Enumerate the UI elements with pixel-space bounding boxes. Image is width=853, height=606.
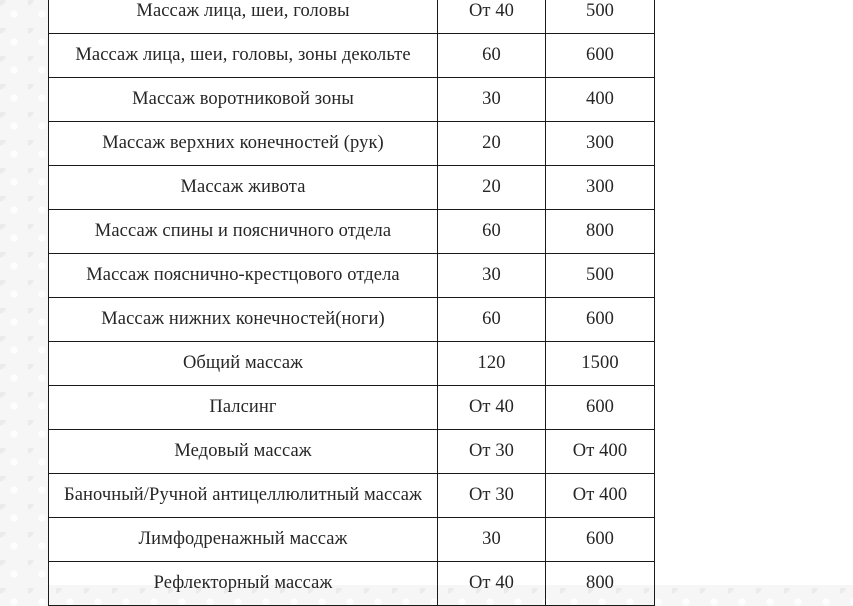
- service-name-cell: Медовый массаж: [49, 430, 438, 474]
- table-row: [49, 474, 655, 518]
- table-row: [49, 0, 655, 34]
- duration-cell: 60: [438, 298, 546, 342]
- duration-cell: 30: [438, 518, 546, 562]
- service-name-cell: Палсинг: [49, 386, 438, 430]
- duration-cell: От 40: [438, 0, 546, 34]
- table-row: [49, 210, 655, 254]
- duration-cell: 60: [438, 210, 546, 254]
- price-cell: От 400: [546, 474, 655, 518]
- duration-cell: От 40: [438, 386, 546, 430]
- price-cell: 800: [546, 562, 655, 606]
- service-name-cell: Массаж спины и поясничного отдела: [49, 210, 438, 254]
- table-row: [49, 518, 655, 562]
- duration-cell: 30: [438, 254, 546, 298]
- service-name-cell: Общий массаж: [49, 342, 438, 386]
- service-name-cell: Массаж пояснично-крестцового отдела: [49, 254, 438, 298]
- price-cell: 500: [546, 254, 655, 298]
- table-row: [49, 342, 655, 386]
- duration-cell: 20: [438, 122, 546, 166]
- price-cell: 600: [546, 34, 655, 78]
- duration-cell: 30: [438, 78, 546, 122]
- table-row: [49, 122, 655, 166]
- table-row: [49, 78, 655, 122]
- price-cell: 600: [546, 298, 655, 342]
- price-cell: 500: [546, 0, 655, 34]
- services-price-table: [48, 0, 655, 606]
- price-cell: 800: [546, 210, 655, 254]
- table-row: [49, 430, 655, 474]
- service-name-cell: Массаж воротниковой зоны: [49, 78, 438, 122]
- service-name-cell: Массаж лица, шеи, головы, зоны декольте: [49, 34, 438, 78]
- service-name-cell: Массаж нижних конечностей(ноги): [49, 298, 438, 342]
- duration-cell: 60: [438, 34, 546, 78]
- service-name-cell: Баночный/Ручной антицеллюлитный массаж: [49, 474, 438, 518]
- table-row: [49, 562, 655, 606]
- service-name-cell: Рефлекторный массаж: [49, 562, 438, 606]
- price-cell: 300: [546, 122, 655, 166]
- duration-cell: От 30: [438, 430, 546, 474]
- price-cell: 600: [546, 518, 655, 562]
- service-name-cell: Массаж верхних конечностей (рук): [49, 122, 438, 166]
- service-name-cell: Массаж лица, шеи, головы: [49, 0, 438, 34]
- service-name-cell: Массаж живота: [49, 166, 438, 210]
- service-name-cell: Лимфодренажный массаж: [49, 518, 438, 562]
- table-row: [49, 386, 655, 430]
- table-row: [49, 166, 655, 210]
- duration-cell: 20: [438, 166, 546, 210]
- table-row: [49, 298, 655, 342]
- price-cell: 600: [546, 386, 655, 430]
- table-row: [49, 254, 655, 298]
- duration-cell: От 40: [438, 562, 546, 606]
- table-row: [49, 34, 655, 78]
- price-cell: 300: [546, 166, 655, 210]
- duration-cell: 120: [438, 342, 546, 386]
- price-cell: 400: [546, 78, 655, 122]
- price-cell: 1500: [546, 342, 655, 386]
- duration-cell: От 30: [438, 474, 546, 518]
- price-cell: От 400: [546, 430, 655, 474]
